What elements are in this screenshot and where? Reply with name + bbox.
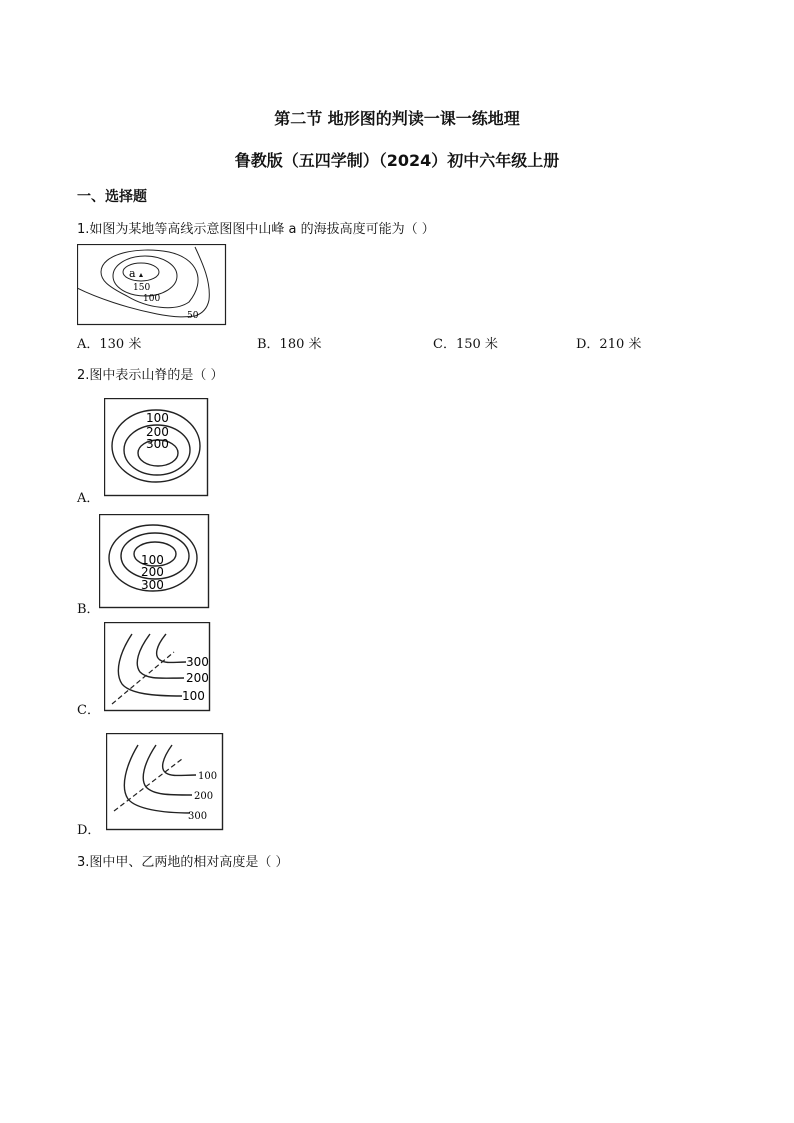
contour-label: 100 — [182, 689, 205, 703]
option-d-figure[interactable] — [106, 733, 224, 831]
option-a[interactable]: A．130 米 — [77, 337, 142, 352]
contour-label: 200 — [141, 565, 164, 579]
contour-label: 100 — [143, 294, 161, 304]
question-2-text: 2.图中表示山脊的是（ ） — [77, 368, 224, 383]
option-c-figure[interactable] — [104, 622, 211, 712]
option-b-figure[interactable] — [99, 514, 210, 609]
contour-label: 100 — [146, 411, 169, 425]
question-1-figure — [77, 244, 227, 326]
question-3-text: 3.图中甲、乙两地的相对高度是（ ） — [77, 855, 289, 870]
option-c-label[interactable]: C． — [77, 703, 100, 718]
option-d[interactable]: D．210 米 — [576, 337, 642, 352]
contour-label: 100 — [198, 771, 218, 782]
contour-label: 300 — [186, 655, 209, 669]
contour-label: 50 — [187, 311, 199, 321]
contour-label: 200 — [146, 425, 169, 439]
section-heading: 一、选择题 — [77, 189, 147, 205]
option-a-label[interactable]: A． — [77, 491, 100, 506]
page-subtitle: 鲁教版（五四学制）（2024）初中六年级上册 — [234, 151, 560, 170]
contour-label: 300 — [188, 811, 208, 822]
contour-label: 150 — [133, 283, 151, 293]
option-d-label[interactable]: D． — [77, 823, 101, 838]
option-b[interactable]: B．180 米 — [257, 337, 322, 352]
option-a-figure[interactable] — [104, 398, 209, 497]
peak-label: a — [129, 267, 136, 280]
contour-label: 300 — [141, 578, 164, 592]
page-title: 第二节 地形图的判读一课一练地理 — [274, 109, 520, 128]
option-c[interactable]: C．150 米 — [433, 337, 498, 352]
contour-label: 300 — [146, 437, 169, 451]
question-1-text: 1.如图为某地等高线示意图图中山峰 a 的海拔高度可能为（ ） — [77, 222, 435, 237]
contour-label: 200 — [186, 671, 209, 685]
contour-label: 100 — [141, 553, 164, 567]
contour-label: 200 — [194, 791, 214, 802]
option-b-label[interactable]: B． — [77, 602, 100, 617]
